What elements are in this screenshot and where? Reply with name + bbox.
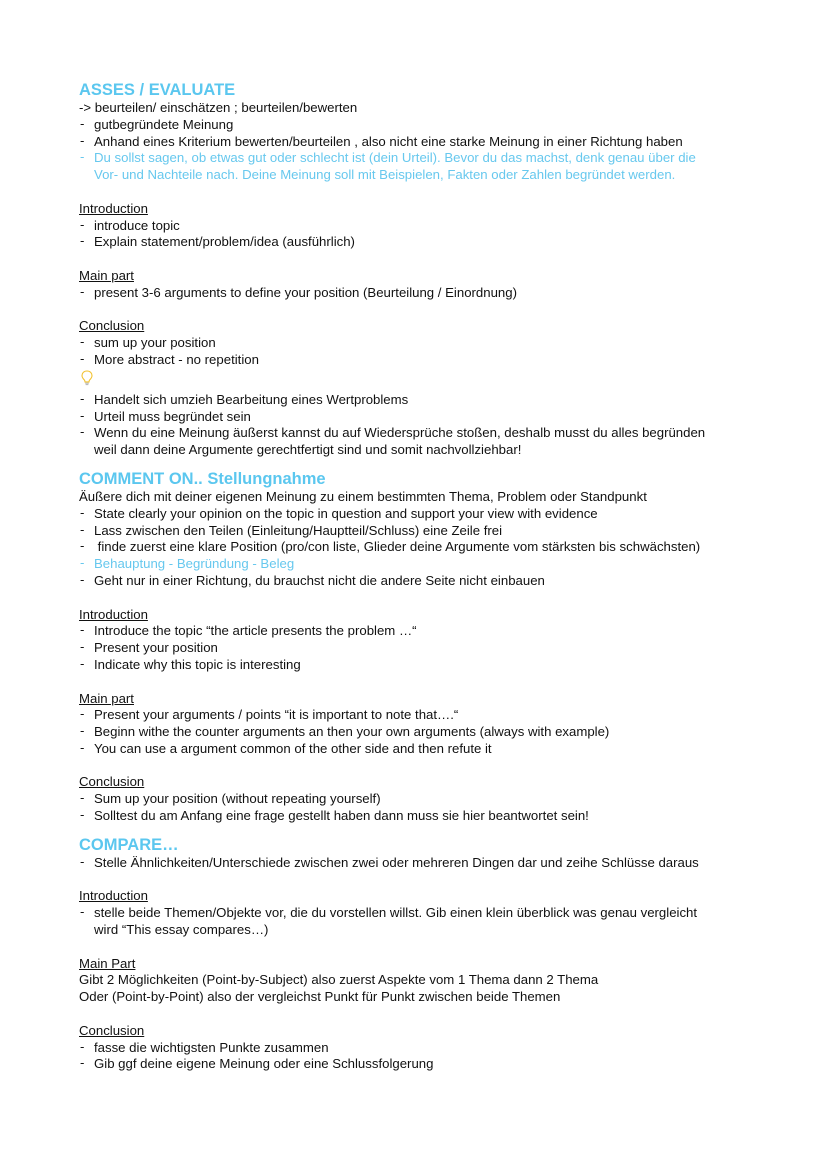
asses-highlight-line-2: Vor- und Nachteile nach. Deine Meinung soll mit Beispielen, Fakten oder Zahlen begründet werden. [94,167,676,183]
asses-tip-line-1: - Wenn du eine Meinung äußerst kannst du auf Wiedersprüche stoßen, deshalb musst du alles begründen [94,425,706,441]
comment-main-bullet: - Beginn withe the counter arguments an then your own arguments (always with example) [79,724,759,741]
asses-tip-bullet: - Urteil muss begründet sein [79,409,759,426]
compare-intro-line-1: - stelle beide Themen/Objekte vor, die du vorstellen willst. Gib einen klein überblick was genau vergleicht [94,905,698,921]
compare-bullet: - Stelle Ähnlichkeiten/Unterschiede zwischen zwei oder mehreren Dingen dar und zeihe Schlüsse daraus [79,855,759,872]
asses-conclusion-bullet: - More abstract - no repetition [79,352,759,369]
comment-intro-bullet: - Introduce the topic “the article presents the problem …“ [79,623,759,640]
asses-tip-bullet: - Handelt sich umzieh Bearbeitung eines Wertproblems [79,392,759,409]
asses-conclusion-bullet: - sum up your position [79,335,759,352]
compare-main-part-label: Main Part [79,955,136,971]
comment-introduction-label: Introduction [79,606,148,622]
asses-tip-line-2: weil dann deine Argumente gerechtfertigt sind und somit nachvollziehbar! [94,442,522,458]
asses-intro-bullet: - introduce topic [79,218,759,235]
lightbulb-icon [81,370,93,386]
compare-intro-bullet [79,905,759,939]
asses-intro: -> beurteilen/ einschätzen ; beurteilen/bewerten [79,100,358,115]
comment-conclusion-bullet: - Solltest du am Anfang eine frage gestellt haben dann muss sie hier beantwortet sein! [79,808,759,825]
asses-conclusion-label: Conclusion [79,318,145,334]
comment-main-part-label: Main part [79,690,134,706]
compare-main-text: Gibt 2 Möglichkeiten (Point-by-Subject) also zuerst Aspekte vom 1 Thema dann 2 Thema [79,972,599,988]
comment-main-bullet: - You can use a argument common of the other side and then refute it [79,741,759,758]
comment-bullet: - State clearly your opinion on the topic in question and support your view with evidence [79,506,759,523]
comment-bullet: - Geht nur in einer Richtung, du brauchst nicht die andere Seite nicht einbauen [79,573,759,590]
section-heading-comment: COMMENT ON.. Stellungnahme [79,469,326,488]
document-page [79,80,759,1073]
asses-highlight-line-1: - Du sollst sagen, ob etwas gut oder schlecht ist (dein Urteil). Bevor du das machst, denk genau über die [94,150,696,166]
section-heading-compare: COMPARE… [79,835,179,854]
comment-intro: Äußere dich mit deiner eigenen Meinung zu einem bestimmten Thema, Problem oder Standpunkt [79,488,647,504]
comment-conclusion-bullet: - Sum up your position (without repeating yourself) [79,791,759,808]
comment-intro-bullet: - Indicate why this topic is interesting [79,657,759,674]
asses-bullet: - Anhand eines Kriterium bewerten/beurteilen , also nicht eine starke Meinung in einer Richtung haben [79,134,759,151]
asses-main-bullet: - present 3-6 arguments to define your position (Beurteilung / Einordnung) [79,285,759,302]
comment-bullet-highlight: - Behauptung - Begründung - Beleg [79,556,759,573]
compare-main-text: Oder (Point-by-Point) also der vergleichst Punkt für Punkt zwischen beide Themen [79,989,561,1005]
compare-conclusion-bullet: - fasse die wichtigsten Punkte zusammen [79,1040,759,1057]
asses-bullet-highlight [79,150,759,184]
compare-introduction-label: Introduction [79,888,148,904]
comment-main-bullet: - Present your arguments / points “it is important to note that….“ [79,707,759,724]
compare-conclusion-bullet: - Gib ggf deine eigene Meinung oder eine Schlussfolgerung [79,1056,759,1073]
asses-tip-bullet [79,425,759,459]
section-heading-asses: ASSES / EVALUATE [79,81,236,99]
asses-main-part-label: Main part [79,267,134,283]
comment-intro-bullet: - Present your position [79,640,759,657]
compare-conclusion-label: Conclusion [79,1022,145,1038]
compare-intro-line-2: wird “This essay compares…) [94,922,269,938]
comment-bullet: - finde zuerst eine klare Position (pro/con liste, Glieder deine Argumente vom stärksten bis schwächsten) [79,539,759,556]
asses-bullet: - gutbegründete Meinung [79,117,759,134]
asses-intro-bullet: - Explain statement/problem/idea (ausführlich) [79,234,759,251]
comment-bullet: - Lass zwischen den Teilen (Einleitung/Hauptteil/Schluss) eine Zeile frei [79,523,759,540]
asses-introduction-label: Introduction [79,200,148,216]
comment-conclusion-label: Conclusion [79,774,145,790]
